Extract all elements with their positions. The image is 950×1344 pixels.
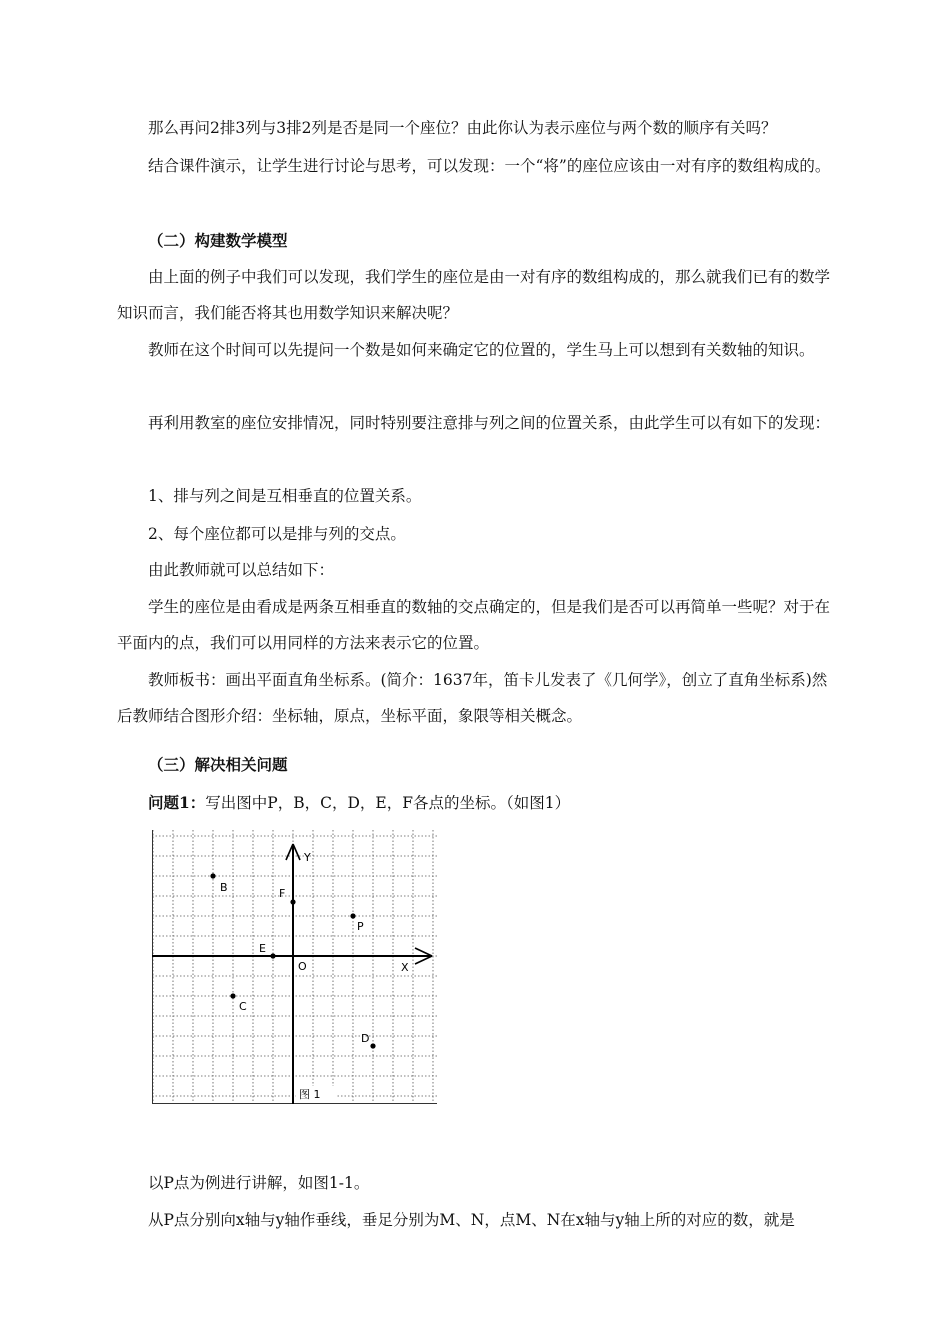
figure-caption: 图 1 [299, 1088, 321, 1101]
point-e-label: E [259, 942, 266, 955]
point-f-label: F [279, 887, 286, 900]
y-axis-arrow-right [293, 844, 300, 860]
axes [152, 844, 432, 1104]
point-b-marker [210, 873, 215, 878]
point-f-marker [290, 899, 295, 904]
figure-1-coordinate-grid [152, 830, 437, 1104]
point-d-label: D [361, 1032, 370, 1045]
question-1-label: 问题1： [148, 793, 206, 812]
point-c-label: C [239, 1000, 247, 1013]
paragraph-finding-2: 2、每个座位都可以是排与列的交点。 [148, 525, 406, 543]
question-1-text: 写出图中P，B，C，D，E，F各点的坐标。（如图1） [205, 794, 571, 812]
point-d-marker [370, 1043, 375, 1048]
y-axis-label: Y [304, 851, 311, 864]
paragraph-number-line: 教师在这个时间可以先提问一个数是如何来确定它的位置的，学生马上可以想到有关数轴的知识。 [148, 341, 815, 359]
section-heading-build-model: （二）构建数学模型 [148, 231, 288, 250]
paragraph-math-knowledge: 由上面的例子中我们可以发现，我们学生的座位是由一对有序的数组构成的，那么就我们已有的数学知识而言，我们能否将其也用数学知识来解决呢？ [117, 268, 831, 322]
point-p-label: P [357, 920, 364, 933]
paragraph-seat-order-question: 那么再问2排3列与3排2列是否是同一个座位？由此你认为表示座位与两个数的顺序有关吗？ [148, 119, 777, 137]
point-c-marker [230, 993, 235, 998]
point-e-marker [270, 953, 275, 958]
origin-label: O [298, 960, 307, 973]
paragraph-p-example: 以P点为例进行讲解，如图1-1。 [148, 1174, 370, 1192]
x-axis-label: X [401, 961, 409, 974]
x-axis-arrow-upper [415, 948, 432, 956]
x-axis-arrow-lower [415, 956, 432, 964]
section-heading-solve-problems: （三）解决相关问题 [148, 755, 288, 774]
paragraph-question-1 [117, 785, 837, 822]
coordinate-plane [152, 830, 437, 1104]
y-axis-arrow-left [286, 844, 293, 860]
paragraph-blackboard: 教师板书：画出平面直角坐标系。(简介：1637年，笛卡儿发表了《几何学》，创立了直角坐标系)然后教师结合图形介绍：坐标轴，原点，坐标平面，象限等相关概念。 [117, 671, 828, 725]
grid-lines [152, 830, 437, 1104]
point-p-marker [350, 913, 355, 918]
paragraph-summary: 学生的座位是由看成是两条互相垂直的数轴的交点确定的，但是我们是否可以再简单一些呢？对于在平面内的点，我们可以用同样的方法来表示它的位置。 [117, 598, 831, 652]
paragraph-perpendicular: 从P点分别向x轴与y轴作垂线，垂足分别为M、N，点M、N在x轴与y轴上所的对应的数，就是 [148, 1211, 795, 1229]
paragraph-classroom-layout: 再利用教室的座位安排情况，同时特别要注意排与列之间的位置关系，由此学生可以有如下的发现： [148, 414, 831, 432]
paragraph-finding-1: 1、排与列之间是互相垂直的位置关系。 [148, 487, 422, 505]
paragraph-summary-intro: 由此教师就可以总结如下： [148, 561, 335, 579]
paragraph-courseware-discussion: 结合课件演示，让学生进行讨论与思考，可以发现：一个“将”的座位应该由一对有序的数组构成的。 [148, 157, 831, 175]
point-b-label: B [220, 881, 228, 894]
